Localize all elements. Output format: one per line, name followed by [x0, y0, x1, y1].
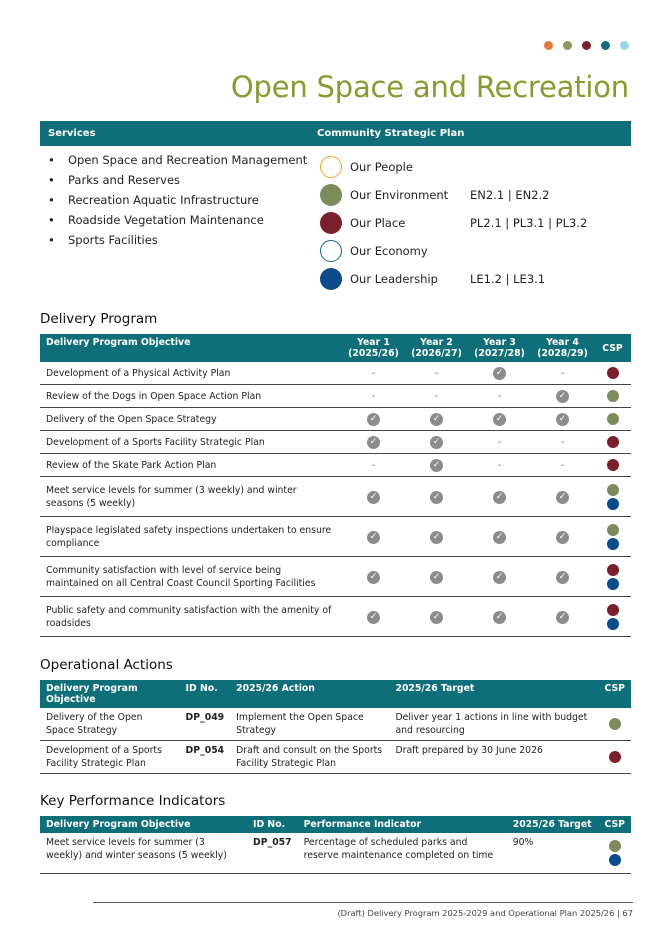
objective-cell: Delivery of the Open Space Strategy [40, 708, 180, 741]
table-row [40, 741, 631, 774]
objective-cell: Community satisfaction with level of service being maintained on all Central Coast Council Sporting Facilities [40, 557, 342, 597]
objective-cell: Review of the Dogs in Open Space Action Plan [40, 385, 342, 408]
col-action: 2025/26 Action [230, 680, 389, 708]
objective-cell: Meet service levels for summer (3 weekly) and winter seasons (5 weekly) [40, 833, 247, 873]
objective-cell: Development of a Sports Facility Strategic Plan [40, 431, 342, 454]
objective-cell: Development of a Physical Activity Plan [40, 362, 342, 385]
col-target: 2025/26 Target [389, 680, 598, 708]
csp-dot-icon [607, 578, 619, 590]
csp-dot-icon [607, 436, 619, 448]
dash-value: - [560, 436, 565, 448]
csp-cell [594, 431, 631, 454]
table-row [40, 431, 631, 454]
dash-value: - [497, 390, 502, 402]
col-csp: CSP [598, 680, 631, 708]
check-icon: ✓ [493, 367, 506, 380]
col-csp: CSP [598, 816, 631, 833]
check-icon: ✓ [430, 459, 443, 472]
check-icon: ✓ [367, 531, 380, 544]
csp-dot-icon [607, 538, 619, 550]
col-year3: Year 3 (2027/28) [468, 334, 531, 362]
accent-dot [544, 41, 553, 50]
services-heading: Services [48, 128, 96, 139]
accent-dot [563, 41, 572, 50]
dash-value: - [497, 459, 502, 471]
year-cell [531, 408, 594, 431]
check-icon: ✓ [430, 491, 443, 504]
col-year4: Year 4 (2028/29) [531, 334, 594, 362]
page-footer: (Draft) Delivery Program 2025-2029 and Operational Plan 2025/26 | 67 [337, 908, 633, 918]
csp-label: Our People [350, 160, 413, 174]
csp-cell [594, 557, 631, 597]
kpi-title: Key Performance Indicators [40, 793, 226, 809]
csp-cell [598, 833, 631, 873]
kpi-table [40, 816, 631, 874]
csp-circle-icon [320, 156, 342, 178]
services-csp-header [40, 121, 631, 146]
year-cell [405, 557, 468, 597]
col-year1: Year 1 (2025/26) [342, 334, 405, 362]
csp-label: Our Environment [350, 188, 449, 202]
check-icon: ✓ [493, 491, 506, 504]
table-row [40, 477, 631, 517]
check-icon: ✓ [556, 611, 569, 624]
check-icon: ✓ [367, 413, 380, 426]
year-cell [342, 362, 405, 385]
year-cell [342, 431, 405, 454]
check-icon: ✓ [556, 390, 569, 403]
year-cell [531, 517, 594, 557]
year-cell [531, 362, 594, 385]
csp-dot-icon [609, 854, 621, 866]
csp-cell [594, 597, 631, 637]
check-icon: ✓ [493, 413, 506, 426]
operational-actions-table [40, 680, 631, 774]
csp-cell [594, 517, 631, 557]
check-icon: ✓ [556, 571, 569, 584]
csp-circle-icon [320, 240, 342, 262]
check-icon: ✓ [367, 436, 380, 449]
indicator-cell: Percentage of scheduled parks and reserve maintenance completed on time [298, 833, 507, 873]
accent-dot [601, 41, 610, 50]
year-cell [468, 362, 531, 385]
csp-item [320, 239, 470, 263]
services-list [48, 150, 307, 250]
check-icon: ✓ [430, 571, 443, 584]
csp-dot-icon [607, 604, 619, 616]
check-icon: ✓ [430, 611, 443, 624]
objective-cell: Public safety and community satisfaction with the amenity of roadsides [40, 597, 342, 637]
csp-codes: LE1.2 | LE3.1 [470, 272, 546, 286]
objective-cell: Meet service levels for summer (3 weekly) and winter seasons (5 weekly) [40, 477, 342, 517]
delivery-program-title: Delivery Program [40, 311, 158, 327]
csp-dot-icon [607, 524, 619, 536]
csp-item [320, 183, 550, 207]
csp-dot-icon [607, 564, 619, 576]
year-cell [342, 517, 405, 557]
check-icon: ✓ [367, 571, 380, 584]
table-row [40, 362, 631, 385]
col-indicator: Performance Indicator [298, 816, 507, 833]
year-cell [405, 408, 468, 431]
csp-item [320, 155, 470, 179]
csp-cell [594, 408, 631, 431]
action-cell: Draft and consult on the Sports Facility Strategic Plan [230, 741, 389, 774]
dash-value: - [371, 390, 376, 402]
year-cell [405, 362, 468, 385]
check-icon: ✓ [430, 531, 443, 544]
check-icon: ✓ [367, 491, 380, 504]
dash-value: - [371, 459, 376, 471]
csp-dot-icon [607, 459, 619, 471]
col-id: ID No. [247, 816, 298, 833]
table-row [40, 557, 631, 597]
check-icon: ✓ [556, 531, 569, 544]
csp-dot-icon [607, 498, 619, 510]
page-title: Open Space and Recreation [230, 70, 629, 104]
year-cell [468, 408, 531, 431]
dash-value: - [560, 367, 565, 379]
target-cell: Draft prepared by 30 June 2026 [389, 741, 598, 774]
col-objective: Delivery Program Objective [40, 680, 180, 708]
year-cell [468, 517, 531, 557]
service-item: • Parks and Reserves [48, 170, 307, 190]
csp-dot-icon [607, 484, 619, 496]
csp-circle-icon [320, 268, 342, 290]
accent-dots [544, 41, 629, 50]
check-icon: ✓ [430, 413, 443, 426]
year-cell [468, 557, 531, 597]
delivery-program-table [40, 334, 631, 637]
dash-value: - [434, 367, 439, 379]
csp-dot-icon [607, 413, 619, 425]
csp-dot-icon [607, 367, 619, 379]
accent-dot [582, 41, 591, 50]
csp-codes: PL2.1 | PL3.1 | PL3.2 [470, 216, 588, 230]
table-row [40, 385, 631, 408]
objective-cell: Development of a Sports Facility Strategic Plan [40, 741, 180, 774]
year-cell [405, 454, 468, 477]
year-cell [342, 454, 405, 477]
year-cell [342, 597, 405, 637]
col-csp: CSP [594, 334, 631, 362]
objective-cell: Delivery of the Open Space Strategy [40, 408, 342, 431]
service-item: • Roadside Vegetation Maintenance [48, 210, 307, 230]
accent-dot [620, 41, 629, 50]
check-icon: ✓ [430, 436, 443, 449]
csp-codes: EN2.1 | EN2.2 [470, 188, 550, 202]
csp-cell [598, 708, 631, 741]
table-row [40, 597, 631, 637]
check-icon: ✓ [367, 611, 380, 624]
year-cell [468, 454, 531, 477]
csp-cell [594, 362, 631, 385]
check-icon: ✓ [556, 491, 569, 504]
csp-circle-icon [320, 212, 342, 234]
table-row [40, 454, 631, 477]
action-cell: Implement the Open Space Strategy [230, 708, 389, 741]
csp-heading: Community Strategic Plan [317, 128, 465, 139]
col-target: 2025/26 Target [507, 816, 599, 833]
csp-label: Our Place [350, 216, 406, 230]
table-row [40, 708, 631, 741]
col-id: ID No. [180, 680, 231, 708]
csp-cell [598, 741, 631, 774]
table-row [40, 833, 631, 873]
col-year2: Year 2 (2026/27) [405, 334, 468, 362]
csp-dot-icon [607, 390, 619, 402]
year-cell [342, 477, 405, 517]
col-objective: Delivery Program Objective [40, 816, 247, 833]
operational-actions-title: Operational Actions [40, 657, 173, 673]
service-item: • Open Space and Recreation Management [48, 150, 307, 170]
dash-value: - [434, 390, 439, 402]
id-cell: DP_049 [180, 708, 231, 741]
objective-cell: Review of the Skate Park Action Plan [40, 454, 342, 477]
csp-item [320, 211, 587, 235]
id-cell: DP_057 [247, 833, 298, 873]
target-cell: 90% [507, 833, 599, 873]
csp-dot-icon [609, 840, 621, 852]
year-cell [468, 477, 531, 517]
csp-label: Our Leadership [350, 272, 438, 286]
check-icon: ✓ [556, 413, 569, 426]
year-cell [468, 597, 531, 637]
dash-value: - [560, 459, 565, 471]
footer-divider [93, 902, 633, 903]
csp-cell [594, 454, 631, 477]
csp-cell [594, 385, 631, 408]
objective-cell: Playspace legislated safety inspections undertaken to ensure compliance [40, 517, 342, 557]
csp-dot-icon [607, 618, 619, 630]
year-cell [342, 557, 405, 597]
csp-item [320, 267, 545, 291]
year-cell [531, 454, 594, 477]
year-cell [405, 517, 468, 557]
service-item: • Sports Facilities [48, 230, 307, 250]
year-cell [531, 597, 594, 637]
csp-cell [594, 477, 631, 517]
year-cell [342, 408, 405, 431]
year-cell [531, 477, 594, 517]
table-row [40, 517, 631, 557]
year-cell [405, 597, 468, 637]
csp-label: Our Economy [350, 244, 428, 258]
dash-value: - [497, 436, 502, 448]
target-cell: Deliver year 1 actions in line with budget and resourcing [389, 708, 598, 741]
table-row [40, 408, 631, 431]
check-icon: ✓ [493, 531, 506, 544]
csp-dot-icon [609, 751, 621, 763]
id-cell: DP_054 [180, 741, 231, 774]
check-icon: ✓ [493, 611, 506, 624]
year-cell [531, 557, 594, 597]
service-item: • Recreation Aquatic Infrastructure [48, 190, 307, 210]
year-cell [405, 477, 468, 517]
year-cell [468, 431, 531, 454]
year-cell [405, 431, 468, 454]
year-cell [405, 385, 468, 408]
year-cell [468, 385, 531, 408]
check-icon: ✓ [493, 571, 506, 584]
year-cell [342, 385, 405, 408]
year-cell [531, 431, 594, 454]
csp-circle-icon [320, 184, 342, 206]
col-objective: Delivery Program Objective [40, 334, 342, 362]
csp-dot-icon [609, 718, 621, 730]
year-cell [531, 385, 594, 408]
dash-value: - [371, 367, 376, 379]
